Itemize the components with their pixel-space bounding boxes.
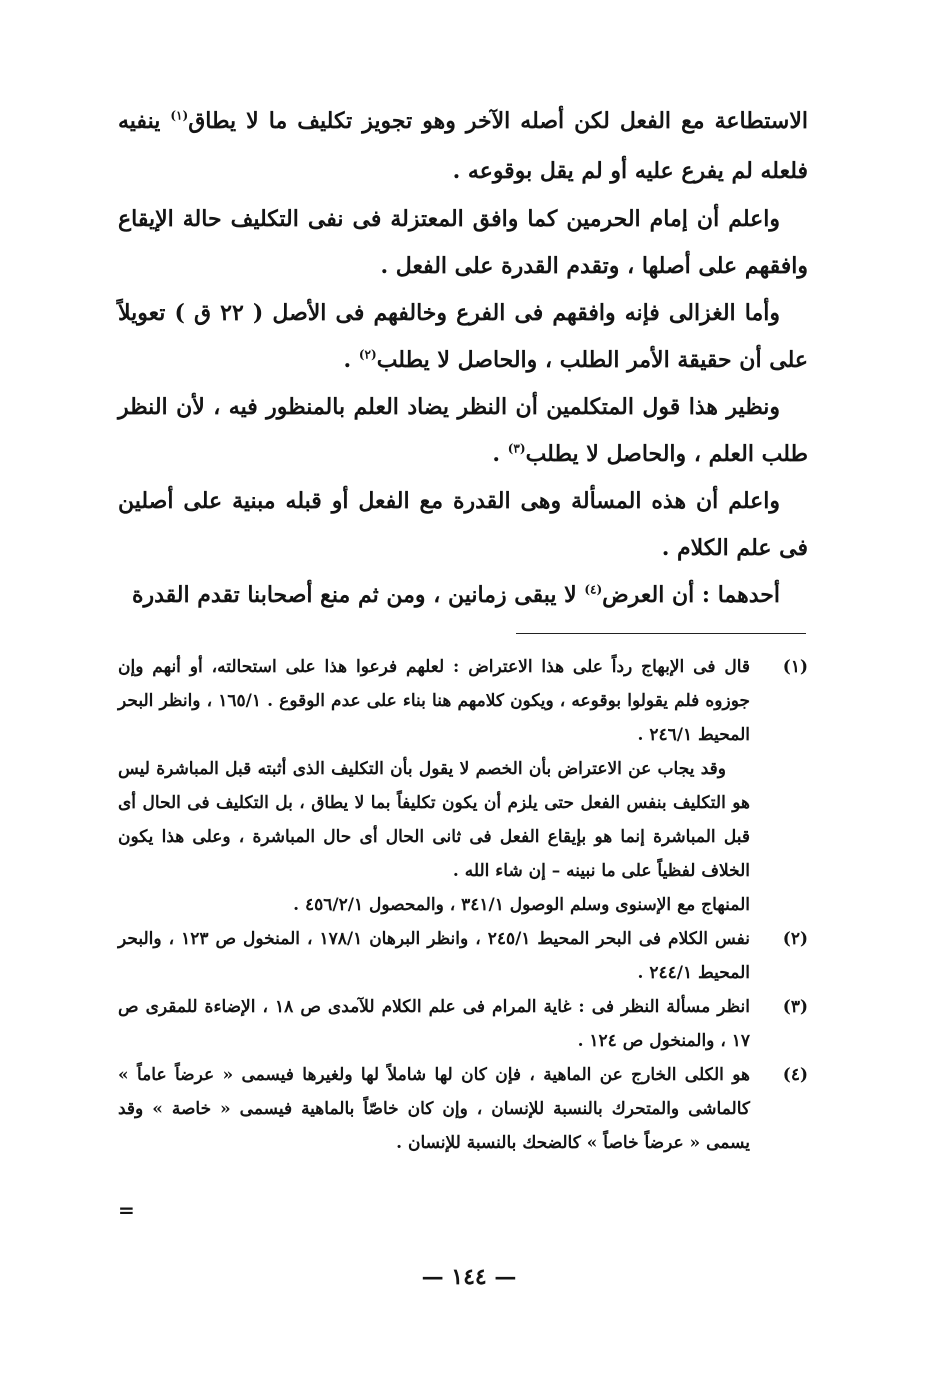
footnote-number: (٣) bbox=[782, 997, 808, 1017]
footnote-body bbox=[118, 990, 750, 1058]
footnote-ref[interactable]: (١) bbox=[170, 108, 189, 123]
footnote-ref[interactable]: (٣) bbox=[507, 441, 526, 456]
paragraph: واعلم أن هذه المسألة وهى القدرة مع الفعل أو قبله مبنية على أصلين فى علم الكلام . bbox=[118, 488, 808, 561]
footnote-text: انظر مسألة النظر فى : غاية المرام فى علم الكلام للآمدى ص ١٨ ، الإضاءة للمقرى ص ١٧ ، والمنخول ص ١٢٤ . bbox=[118, 997, 750, 1051]
footnote-body bbox=[118, 650, 750, 922]
footnote-ref[interactable]: (٢) bbox=[358, 347, 377, 362]
paragraph: الاستطاعة مع الفعل لكن أصله الآخر وهو تجويز تكليف ما لا يطاق$^{(١)}$ ينفيه فلعله لم يفرع عليه أو لم يقل بوقوعه . bbox=[118, 108, 808, 184]
footnote-text: هو الكلى الخارج عن الماهية ، فإن كان لها شاملاً لها ولغيرها فيسمى « عرضاً عاماً » كالماشى والمتحرك بالنسبة للإنسان ، وإن كان خاصّاً بالماهية فيسمى « خاصة » وقد يسمى « عرضاً خاصاً » كالضحك بالنسبة للإنسان . bbox=[118, 1065, 750, 1153]
page-number: — ١٤٤ — bbox=[421, 1264, 517, 1290]
paragraph: وأما الغزالى فإنه وافقهم فى الفرع وخالفهم فى الأصل ( ٢٢ ق ) تعويلاً على أن حقيقة الأمر الطلب ، والحاصل لا يطلب$^{(٢)}$ . bbox=[118, 300, 808, 373]
footnote-ref[interactable]: (٤) bbox=[584, 582, 603, 597]
footnote-body bbox=[118, 922, 750, 990]
paragraph: أحدهما : أن العرض$^{(٤)}$ لا يبقى زمانين ، ومن ثم منع أصحابنا تقدم القدرة bbox=[131, 582, 780, 608]
paragraph: ونظير هذا قول المتكلمين أن النظر يضاد العلم بالمنظور فيه ، لأن النظر طلب العلم ، والحاصل لا يطلب$^{(٣)}$ . bbox=[118, 394, 808, 467]
footnote-number: (١) bbox=[782, 657, 808, 677]
footnote-body bbox=[118, 1058, 750, 1160]
footnote-text: المنهاج مع الإسنوى وسلم الوصول ٣٤١/١ ، والمحصول ٤٥٦/٢/١ . bbox=[293, 895, 750, 915]
footnote-1 bbox=[118, 650, 808, 922]
footnote-separator bbox=[516, 633, 806, 634]
continuation-mark: = bbox=[118, 1198, 135, 1222]
footnote-text: وقد يجاب عن الاعتراض بأن الخصم لا يقول بأن التكليف الذى أثبته قبل المباشرة ليس هو التكليف بنفس الفعل حتى يلزم أن يكون تكليفاً بما لا يطاق ، بل التكليف فى الحال أى قبل المباشرة إنما هو بإيقاع الفعل فى ثانى الحال أى حال المباشرة ، وعلى هذا يكون الخلاف لفظياً على ما نبينه – إن شاء الله . bbox=[118, 759, 750, 881]
main-text bbox=[118, 96, 808, 619]
footnote-2 bbox=[118, 922, 808, 990]
footnote-number: (٤) bbox=[782, 1065, 808, 1085]
footnote-text: قال فى الإبهاج رداً على هذا الاعتراض : لعلهم فرعوا هذا على استحالته، أو أنهم وإن جوزوه فلم يقولوا بوقوعه ، ويكون كلامهم هنا بناء على عدم الوقوع . ١٦٥/١ ، وانظر البحر المحيط ٢٤٦/١ . bbox=[118, 657, 750, 745]
footnote-number: (٢) bbox=[782, 929, 808, 949]
footnotes bbox=[118, 650, 808, 1160]
paragraph: واعلم أن إمام الحرمين كما وافق المعتزلة فى نفى التكليف حالة الإيقاع وافقهم على أصلها ، وتقدم القدرة على الفعل . bbox=[118, 206, 808, 279]
footnote-text: نفس الكلام فى البحر المحيط ٢٤٥/١ ، وانظر البرهان ١٧٨/١ ، المنخول ص ١٢٣ ، والبحر المحيط ٢٤٤/١ . bbox=[118, 929, 750, 983]
footnote-3 bbox=[118, 990, 808, 1058]
footnote-4 bbox=[118, 1058, 808, 1160]
